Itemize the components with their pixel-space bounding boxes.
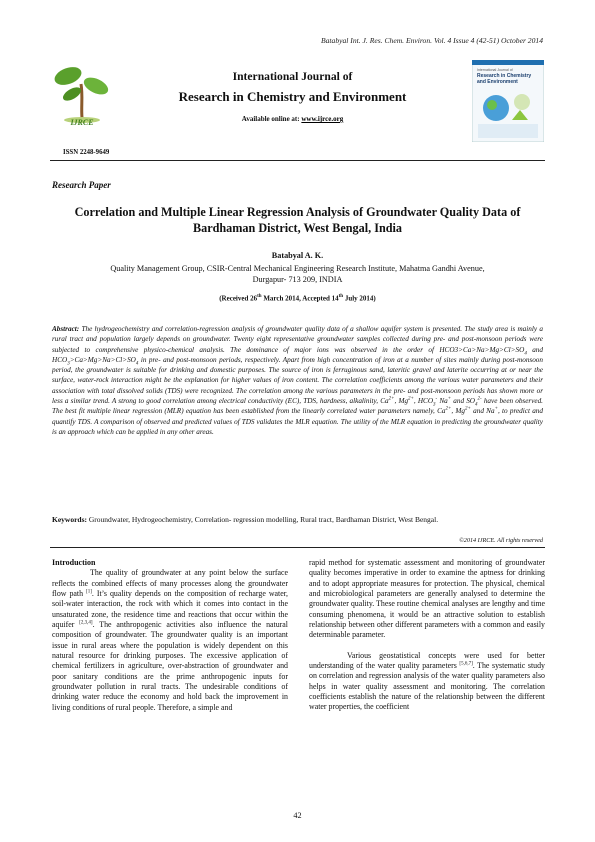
author: Batabyal A. K. <box>271 251 324 260</box>
abstract-divider <box>50 547 545 548</box>
logo-caption: IJRCE <box>70 118 94 127</box>
header-divider <box>50 160 545 161</box>
journal-name <box>125 70 460 105</box>
keywords <box>52 515 543 526</box>
paper-type: Research Paper <box>52 180 111 190</box>
affiliation <box>60 263 535 285</box>
keywords-text: Groundwater, Hydrogeochemistry, Correlation- regression modelling, Rural tract, Bardhaman District, West Bengal. <box>87 515 439 524</box>
journal-logo <box>50 62 114 132</box>
intro-paragraph-1: The quality of groundwater at any point below the surface reflects the combined effects of many processes along the groundwater flow path [1]. It’s quality depends on the composition of recharge water, soil-water interaction, the rock with which it comes into contact in the unsaturated zone, the residence time and reactions that occur within the aquifer [2,3,4]. The anthropogenic activities also influence the natural composition of groundwater. The groundwater quality is an important issue in rural areas where the population is widely dependent on this natural resource for drinking purposes. The excessive application of chemical fertilizers in agriculture, over-abstraction of groundwater and poor sanitary conditions are the prime anthropogenic inputs for groundwater pollution in rural tracts. The undesirable conditions of drinking water reduce the economy and hold back the improvement in living conditions of rural people. Therefore, a simple and <box>52 568 288 712</box>
received-dates: (Received 26th March 2014, Accepted 14th July 2014) <box>219 294 376 303</box>
journal-name-line2: Research in Chemistry and Environment <box>178 89 407 104</box>
abstract-label: Abstract: <box>52 325 80 333</box>
column-left <box>52 558 288 713</box>
affiliation-line2: Durgapur- 713 209, INDIA <box>252 275 343 284</box>
page-number: 42 <box>293 811 302 820</box>
availability-line <box>125 115 460 123</box>
copyright: ©2014 IJRCE. All rights reserved <box>459 537 543 544</box>
intro-paragraph-2: Various geostatistical concepts were used for better understanding of the water quality parameters [5,6,7]. The systematic study on correlation and regression analysis of the water quality parameters also helps in water quality assessment and monitoring. The correlation coefficients establish the nature of the relationship between the different water properties, the coefficient <box>309 650 545 712</box>
cover-title: Research in Chemistry and Environment <box>477 73 532 85</box>
abstract: Abstract: The hydrogeochemistry and correlation-regression analysis of groundwater quality data of a shallow aquifer system is presented. The study area is mainly a rural tract and population largely depends on groundwater. Twenty eight representative groundwater samples collected during pre- and post-monsoon periods were subjected to comprehensive physico-chemical analysis. The dominance of major ions was observed in the order of $HCO3>Ca>Na>Mg>Cl>SO_4$ and $HCO_3>Ca>Mg>Na>Cl>SO_4$ in pre- and post-monsoon periods, respectively. Apart from high concentration of iron at a number of sites mainly during post-monsoon period, the groundwater is suitable for drinking and domestic purposes. The source of iron is ferruginous sand, lateritic gravel and laterite occurring at or near the surface, water-rock interaction might be the explanation for higher values of iron content. The correlation coefficients among the various water parameters and their association with total dissolved solids (TDS) were recognized. The correlation among the various parameters in the pre- and post-monsoon periods has shown more or less a similar trend. A strong to good correlation among electrical conductivity (EC), TDS, hardness, alkalinity, $Ca^{2+}$, $Mg^{2+}$, $HCO_3^-$ Na+ and $SO_4^{2-}$ have been observed. The best fit multiple linear regression (MLR) equation has been established from the linearly correlated water parameters namely, $Ca^{2+}$, $Mg^{2+}$ and Na+, to predict and quantify TDS. A comparison of observed and predicted values of TDS validates the MLR equation. The utility of the MLR equation in predicting the groundwater quality is an approach which can be applied in any other areas. <box>52 325 543 436</box>
available-prefix: Available online at: <box>241 115 302 123</box>
intro-paragraph-1-continued: rapid method for systematic assessment and monitoring of groundwater quality becomes imperative in order to examine the aptness for drinking and to adopt appropriate measures for protection. The physical, chemical and microbiological parameters are generally analysed to determine the groundwater quality. These routine chemical analyses are lengthy and time consuming phenomena, it would be an attractive solution to establish relationship between other different parameters with a common and easily determinable parameter. <box>309 558 545 640</box>
journal-url-link[interactable]: www.ijrce.org <box>301 115 344 123</box>
affiliation-line1: Quality Management Group, CSIR-Central Mechanical Engineering Research Institute, Mahatma Gandhi Avenue, <box>110 264 485 273</box>
column-right <box>309 558 545 713</box>
paper-title: Correlation and Multiple Linear Regression Analysis of Groundwater Quality Data of Bardhaman District, West Bengal, India <box>74 205 521 235</box>
keywords-label: Keywords: <box>52 515 87 524</box>
journal-cover <box>472 60 544 142</box>
issn: ISSN 2248-9649 <box>63 149 110 156</box>
cover-small-line: International Journal of <box>477 68 513 72</box>
running-head: Batabyal Int. J. Res. Chem. Environ. Vol. 4 Issue 4 (42-51) October 2014 <box>320 36 543 45</box>
section-heading-introduction: Introduction <box>52 558 96 567</box>
journal-name-line1: International Journal of <box>232 70 353 83</box>
